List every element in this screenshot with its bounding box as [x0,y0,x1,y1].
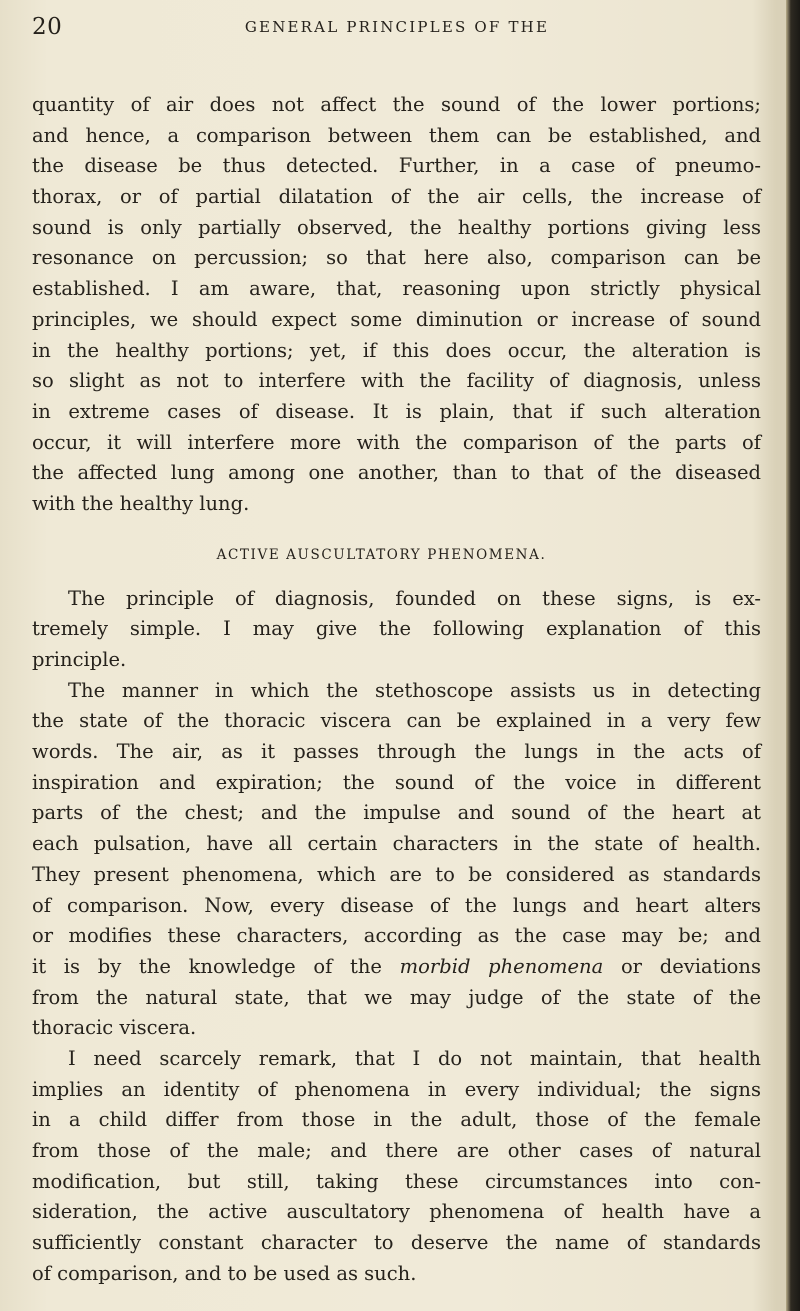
text-line: implies an identity of phenomena in every individual; the signs [32,1077,761,1101]
text-line: I need scarcely remark, that I do not maintain, that health [68,1046,761,1070]
text-line: or modifies these characters, according as the case may be; and [32,924,761,948]
section-heading: ACTIVE AUSCULTATORY PHENOMENA. [216,546,547,563]
body-text [32,90,761,1289]
text-line: sufficiently constant character to deserve the name of standards [32,1231,761,1255]
text-line: sound is only partially observed, the healthy portions giving less [32,215,761,239]
page-number: 20 [32,14,63,40]
text-line: thorax, or of partial dilatation of the air cells, the increase of [32,185,761,209]
text-line: parts of the chest; and the impulse and sound of the heart at [32,801,761,825]
text-line: principles, we should expect some diminution or increase of sound [32,307,761,331]
text-line: words. The air, as it passes through the lungs in the acts of [32,740,761,764]
text-line: resonance on percussion; so that here also, comparison can be [32,246,761,270]
text-line: sideration, the active auscultatory phenomena of health have a [32,1200,761,1224]
text-line: from those of the male; and there are other cases of natural [32,1139,761,1162]
text-line: each pulsation, have all certain characters in the state of health. [32,832,761,856]
text-line: and hence, a comparison between them can be established, and [32,123,761,147]
text-line: so slight as not to interfere with the facility of diagnosis, unless [32,369,761,393]
running-head: GENERAL PRINCIPLES OF THE [244,18,550,36]
text-line: in a child differ from those in the adult, those of the female [32,1108,761,1132]
page-header [32,14,762,42]
text-line: in the healthy portions; yet, if this does occur, the alteration is [32,338,761,362]
text-line: quantity of air does not affect the sound of the lower portions; [32,93,761,116]
text-line: inspiration and expiration; the sound of the voice in different [32,770,761,794]
text-line: of comparison, and to be used as such. [32,1261,417,1285]
text-line: occur, it will interfere more with the comparison of the parts of [32,430,761,454]
text-line-with-italic [32,952,761,983]
text-line: the disease be thus detected. Further, in a case of pneumo- [32,154,761,178]
text-line: modification, but still, taking these circumstances into con- [32,1169,761,1193]
text-line: in extreme cases of disease. It is plain, that if such alteration [32,399,761,423]
text-line: They present phenomena, which are to be considered as standards [32,862,761,886]
page-edge-shadow [786,0,800,1311]
text-line: thoracic viscera. [32,1016,197,1040]
text-run: it is by the knowledge of the [32,954,400,978]
text-line: The principle of diagnosis, founded on these signs, is ex- [68,586,761,610]
text-line: The manner in which the stethoscope assists us in detecting [68,678,761,702]
text-line: from the natural state, that we may judge of the state of the [32,985,761,1009]
text-line: the state of the thoracic viscera can be explained in a very few [32,709,761,733]
text-line: established. I am aware, that, reasoning upon strictly physical [32,277,761,301]
italic-phrase: morbid phenomena [399,954,604,978]
text-line: tremely simple. I may give the following explanation of this [32,617,761,641]
text-line: principle. [32,648,127,671]
text-line: of comparison. Now, every disease of the lungs and heart alters [32,893,761,917]
text-line: with the healthy lung. [32,491,250,515]
text-run: or deviations [603,954,761,978]
text-line: the affected lung among one another, than to that of the diseased [32,461,761,485]
